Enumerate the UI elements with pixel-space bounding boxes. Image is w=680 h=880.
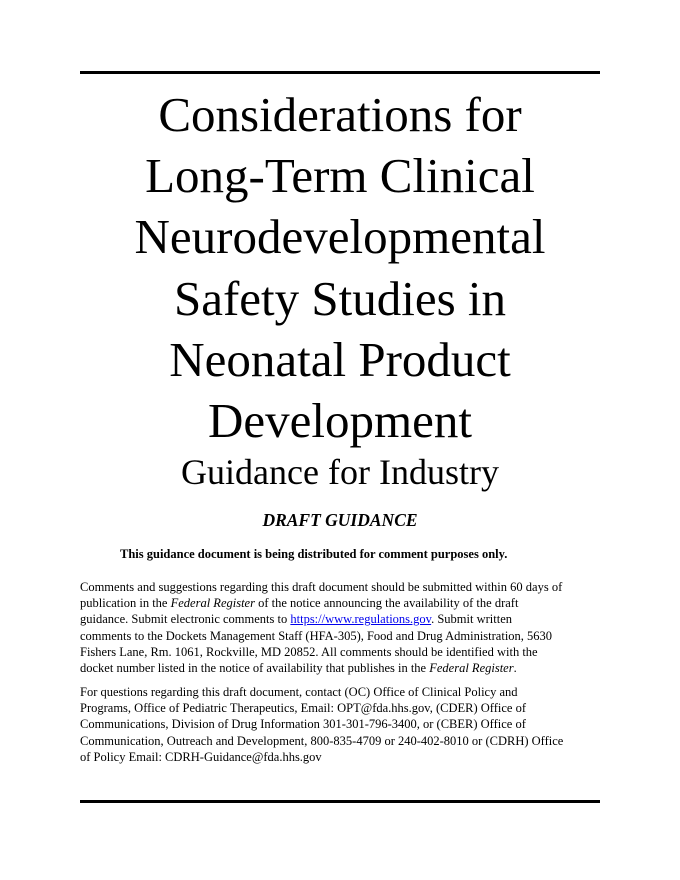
title-line: Safety Studies in	[173, 270, 507, 326]
text-segment: .	[513, 661, 517, 676]
paragraph-line	[80, 611, 600, 627]
title-line: Long-Term Clinical	[145, 148, 535, 204]
comments-paragraph	[80, 579, 600, 676]
paragraph-line	[80, 595, 600, 611]
paragraph-line: Fishers Lane, Rm. 1061, Rockville, MD 20852. All comments should be identified with the	[80, 644, 538, 659]
contact-paragraph	[80, 684, 600, 765]
draft-guidance-label: DRAFT GUIDANCE	[262, 510, 418, 530]
document-subtitle: Guidance for Industry	[181, 452, 499, 492]
top-horizontal-rule	[80, 71, 600, 74]
paragraph-line	[80, 660, 600, 676]
title-line: Development	[208, 393, 472, 449]
paragraph-line: Communication, Outreach and Development, 800-835-4709 or 240-402-8010 or (CDRH) Office	[80, 733, 564, 748]
text-segment: . Submit written	[431, 612, 513, 627]
paragraph-line: of Policy Email: CDRH-Guidance@fda.hhs.gov	[80, 749, 322, 764]
paragraph-line: comments to the Dockets Management Staff (HFA-305), Food and Drug Administration, 5630	[80, 628, 553, 643]
title-line: Considerations for	[158, 87, 522, 142]
title-line: Neonatal Product	[169, 331, 511, 387]
title-line: Neurodevelopmental	[134, 209, 546, 265]
federal-register-italic: Federal Register	[429, 661, 514, 676]
text-segment: docket number listed in the notice of availability that publishes in the	[80, 661, 430, 676]
document-title	[80, 84, 600, 451]
bottom-horizontal-rule	[80, 800, 600, 803]
paragraph-line: Programs, Office of Pediatric Therapeutics, Email: OPT@fda.hhs.gov, (CDER) Office of	[80, 701, 527, 716]
paragraph-line: For questions regarding this draft document, contact (OC) Office of Clinical Policy and	[80, 685, 518, 699]
text-segment: guidance. Submit electronic comments to	[80, 612, 291, 627]
federal-register-italic: Federal Register	[170, 596, 255, 611]
distribution-notice: This guidance document is being distributed for comment purposes only.	[120, 547, 508, 561]
regulations-gov-link[interactable]: https://www.regulations.gov	[290, 612, 432, 627]
paragraph-line: Comments and suggestions regarding this draft document should be submitted within 60 days of	[80, 580, 563, 594]
text-segment: of the notice announcing the availability of the draft	[254, 596, 519, 611]
text-segment: publication in the	[80, 596, 171, 611]
paragraph-line: Communications, Division of Drug Information 301-301-796-3400, or (CBER) Office of	[80, 717, 526, 732]
